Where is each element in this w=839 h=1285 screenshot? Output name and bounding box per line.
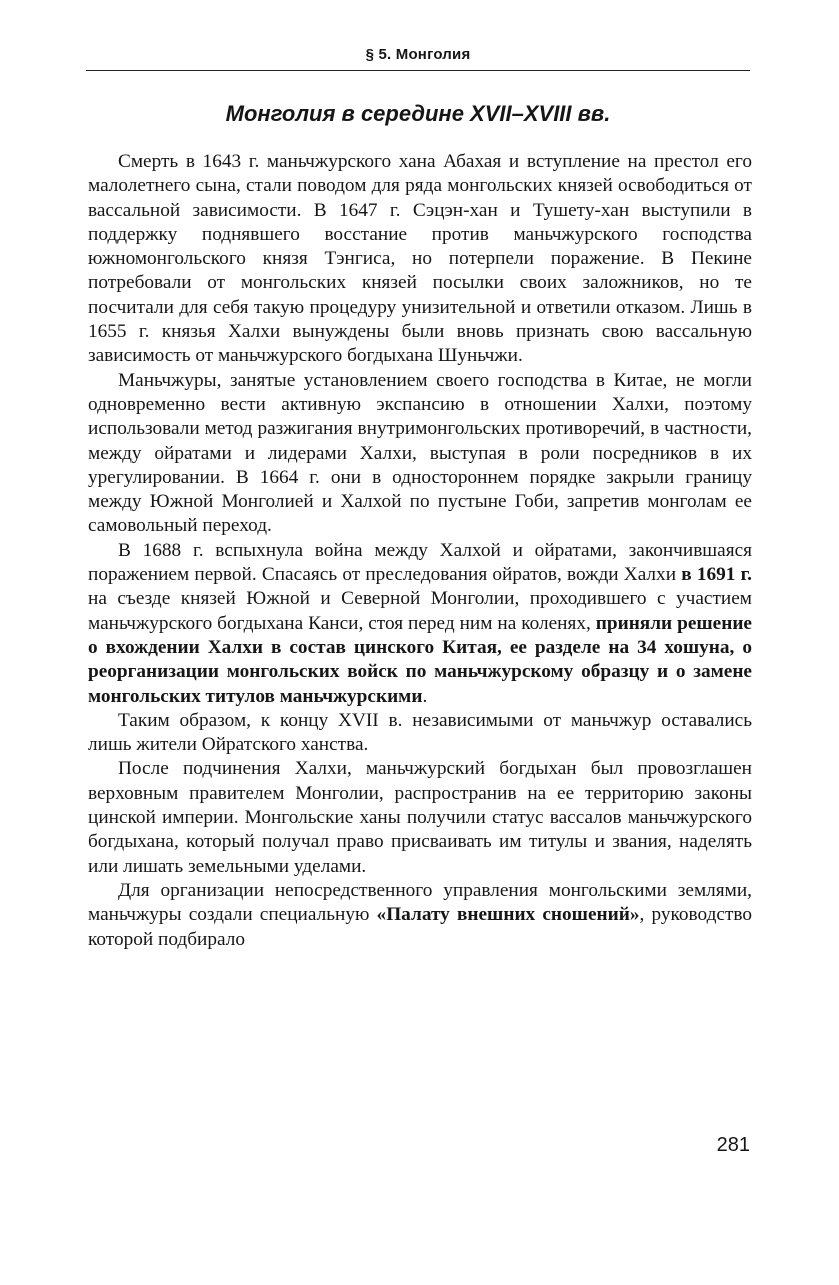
paragraph-3-text-1: В 1688 г. вспыхнула война между Халхой и ойратами, закончившаяся поражением первой. Спасаясь от преследования ойратов, вожди Халхи [88, 539, 752, 586]
paragraph-3 [88, 539, 752, 709]
paragraph-3-bold-year: в 1691 г. [681, 564, 752, 586]
paragraph-6-bold-chamber: «Палату внешних сношений» [376, 904, 640, 926]
body-text [88, 150, 752, 952]
section-title: Монголия в середине XVII–XVIII вв. [225, 101, 611, 126]
paragraph-2: Маньчжуры, занятые установлением своего господства в Китае, не могли одновременно вести активную экспансию в отношении Халхи, поэтому использовали метод разжигания внутримонгольских противоречий, в частности, между ойратами и лидерами Халхи, выступая в роли посредников в их урегулировании. В 1664 г. они в одностороннем порядке закрыли границу между Южной Монголией и Халхой по пустыне Гоби, запретив монголам ее самовольный переход. [88, 369, 752, 537]
header-rule [86, 70, 750, 71]
paragraph-3-bold-decision: приняли решение о вхождении Халхи в состав цинского Китая, ее разделе на 34 хошуна, о реорганизации монгольских войск по маньчжурскому образцу и о замене монгольских титулов маньчжурскими [88, 612, 752, 707]
paragraph-6 [88, 879, 752, 952]
paragraph-4: Таким образом, к концу XVII в. независимыми от маньчжур оставались лишь жители Ойратского ханства. [88, 709, 752, 756]
paragraph-5: После подчинения Халхи, маньчжурский богдыхан был провозглашен верховным правителем Монголии, распространив на ее территорию законы цинской империи. Монгольские ханы получили статус вассалов маньчжурского богдыхана, который получал право присваивать им титулы и звания, наделять или лишать земельными уделами. [88, 758, 752, 877]
paragraph-3-text-3: . [422, 685, 428, 707]
running-header: § 5. Монголия [365, 46, 471, 63]
page-number: 281 [716, 1134, 750, 1156]
paragraph-6-text-1: Для организации непосредственного управления монгольскими землями, маньчжуры создали специальную [88, 879, 752, 926]
paragraph-1: Смерть в 1643 г. маньчжурского хана Абахая и вступление на престол его малолетнего сына, стали поводом для ряда монгольских князей освободиться от вассальной зависимости. В 1647 г. Сэцэн-хан и Тушету-хан выступили в поддержку поднявшего восстание против маньчжурского господства южномонгольского князя Тэнгиса, но потерпели поражение. В Пекине потребовали от монгольских князей посылки своих заложников, но те посчитали для себя такую процедуру унизительной и ответили отказом. Лишь в 1655 г. князья Халхи вынуждены были вновь признать свою вассальную зависимость от маньчжурского богдыхана Шуньчжи. [88, 151, 752, 367]
paragraph-3-text-2: на съезде князей Южной и Северной Монголии, проходившего с участием маньчжурского богдыхана Канси, стоя перед ним на коленях, [88, 588, 752, 634]
paragraph-6-text-2: , руководство которой подбирало [88, 904, 752, 950]
